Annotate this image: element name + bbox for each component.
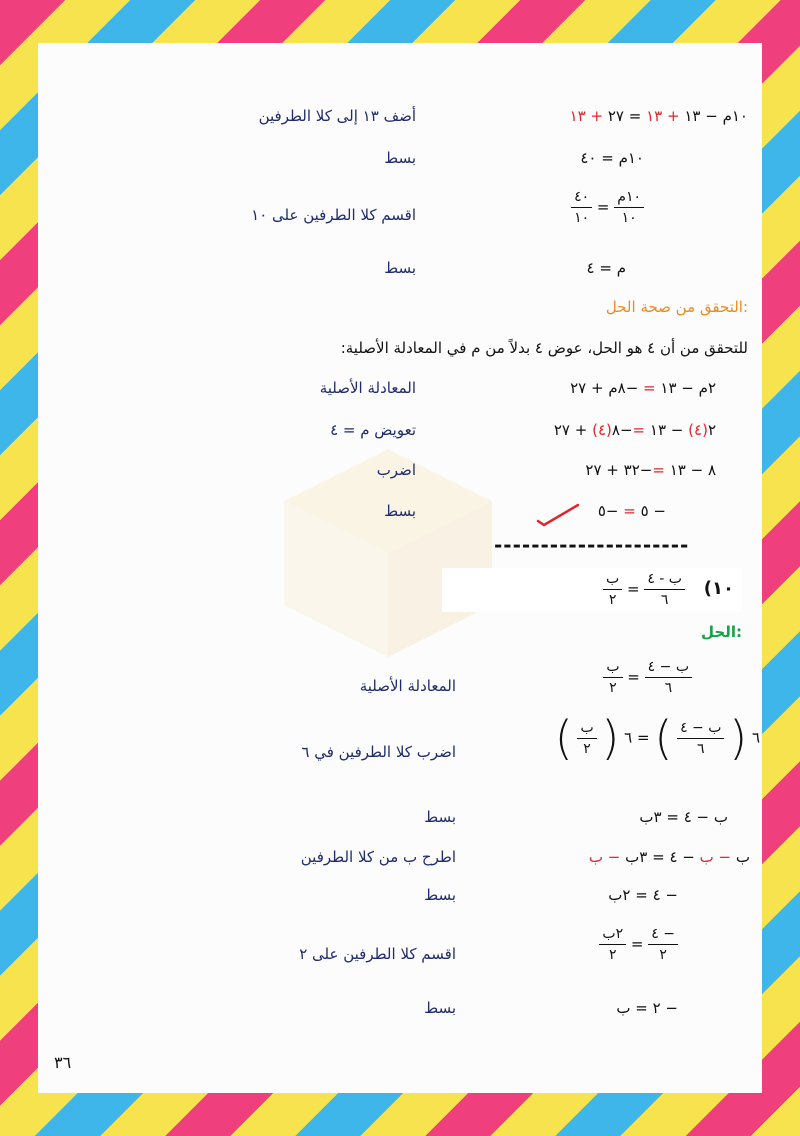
eq-part: ٢ [707,421,716,439]
paren-close: ) [654,711,673,765]
equals-sign: = [627,668,640,686]
step-desc: بسط [384,259,416,277]
step-desc: المعادلة الأصلية [319,379,416,397]
subtracted-term: − ب [699,848,732,866]
solution-row-7: − ٢ = ب [616,999,678,1017]
eq-row-4: م = ٤ [586,259,626,277]
fraction: $\frac{٤٠}{١٠}$ [571,189,592,226]
fraction: $\frac{\text{ب − ٤}}{٦}$ [645,659,692,696]
checkmark-icon [536,499,580,527]
fraction: $\frac{\text{ب}}{٢}$ [577,720,596,757]
fraction: $\frac{\text{ب}}{٢}$ [603,659,622,696]
page-sheet [38,43,762,1093]
eq-part-added: + ١٣ [569,107,604,125]
fraction: $\frac{- ٤}{٢}$ [648,926,678,963]
page-number: ٣٦ [54,1053,72,1072]
step-desc: بسط [384,502,416,520]
solution-row-5: − ٤ = ٢ب [608,886,678,904]
check-row-2 [554,421,716,439]
step-desc: تعويض م = ٤ [330,421,416,439]
solution-heading: الحل: [701,623,742,641]
substituted-value: (٤) [592,421,612,439]
fraction: $\frac{\text{٢ب}}{٢}$ [599,926,626,963]
step-desc: بسط [424,808,456,826]
equals-sign: = [632,421,646,439]
problem-number: ١٠) [703,578,734,599]
step-desc: اضرب [376,461,416,479]
eq-part: ب [735,848,750,866]
solution-row-1 [603,659,692,696]
equals-sign: = [596,198,610,216]
eq-row-3 [571,189,644,226]
eq-part: −٥ [597,502,619,520]
substituted-value: (٤) [688,421,708,439]
equals-sign: = [623,502,636,520]
equals-sign: = [643,379,656,397]
paren-open: ( [729,711,748,765]
solution-row-3: ب − ٤ = ٣ب [639,808,728,826]
eq-part: = ٢٧ [607,107,642,125]
solution-row-6 [599,926,678,963]
eq-row-1 [570,107,748,125]
fraction: $\frac{\text{١٠م}}{١٠}$ [614,189,644,226]
step-desc: بسط [384,149,416,167]
equals-sign: = [630,935,644,953]
fraction: $\frac{\text{ب − ٤}}{٦}$ [677,720,724,757]
step-desc: المعادلة الأصلية [359,677,456,695]
step-desc: اطرح ب من كلا الطرفين [300,848,456,866]
fraction: $\frac{\text{ب - ٤}}{٦}$ [644,571,685,608]
eq-part: −٣٢ + ٢٧ [585,461,653,479]
step-desc: أضف ١٣ إلى كلا الطرفين [258,107,416,125]
coefficient: ٦ [751,728,760,747]
paren-close: ) [554,711,573,765]
eq-part: −٨ [611,421,633,439]
subtracted-term: − ب [588,848,621,866]
eq-part-added: + ١٣ [646,107,680,125]
solution-row-4 [589,848,750,866]
eq-part: − ٤ = ٣ب [625,848,695,866]
eq-part: ٨ − ١٣ [669,461,716,479]
check-row-1 [570,379,716,397]
equals-sign: = [652,461,665,479]
eq-part: − ١٣ [649,421,684,439]
eq-part: ١٠م − ١٣ [684,107,748,125]
eq-part: −٨م + ٢٧ [570,379,639,397]
solution-row-2 [554,711,760,765]
step-desc: بسط [424,999,456,1017]
eq-row-2: ١٠م = ٤٠ [580,149,644,167]
equals-sign: = ٦ [624,728,650,747]
step-desc: اقسم كلا الطرفين على ١٠ [251,206,416,224]
step-desc: اضرب كلا الطرفين في ٦ [301,743,456,761]
fraction: $\frac{\text{ب}}{٢}$ [603,571,622,608]
section-divider: --------------------- [494,533,690,557]
step-desc: اقسم كلا الطرفين على ٢ [299,945,456,963]
eq-part: + ٢٧ [553,421,588,439]
equals-sign: = [626,580,640,598]
check-intro: للتحقق من أن ٤ هو الحل، عوض ٤ بدلاً من م في المعادلة الأصلية: [340,339,748,357]
eq-part: ٢م − ١٣ [660,379,716,397]
step-desc: بسط [424,886,456,904]
problem-10 [603,571,734,608]
check-heading: التحقق من صحة الحل: [605,298,748,316]
paren-open: ( [601,711,620,765]
eq-part: − ٥ [640,502,666,520]
check-row-3 [585,461,716,479]
check-row-4 [598,502,666,520]
